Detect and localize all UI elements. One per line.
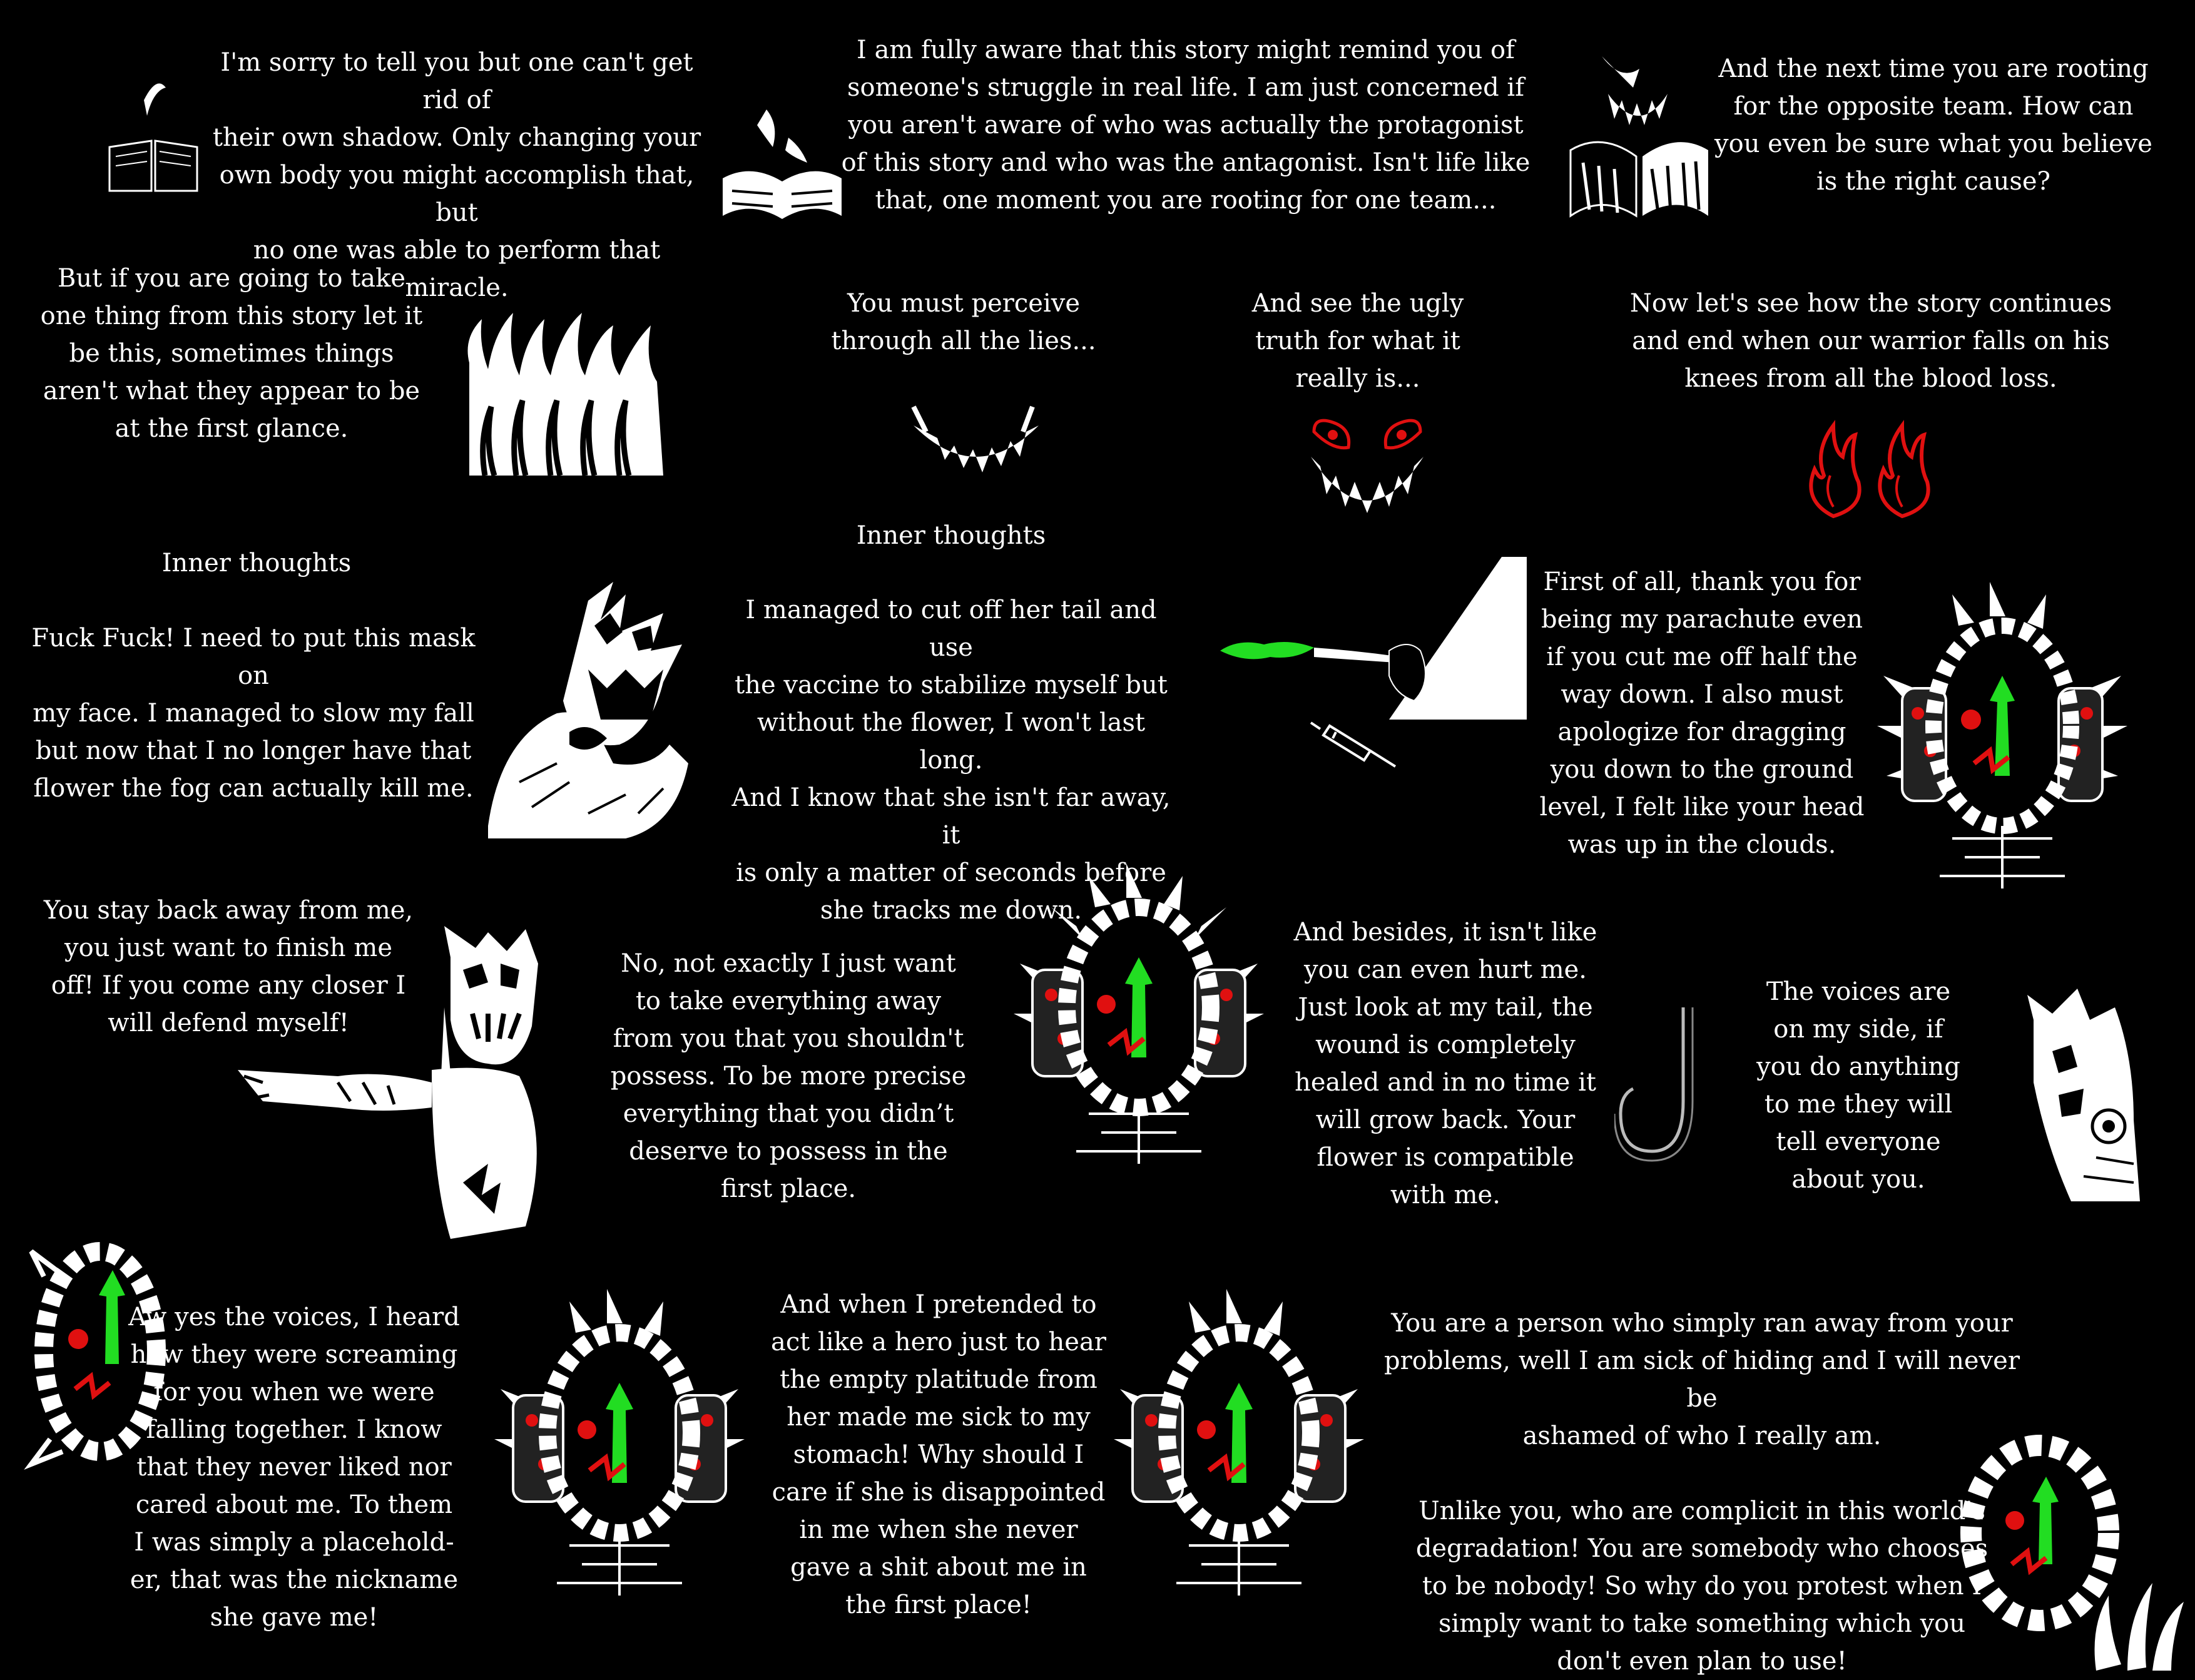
narration-blood-loss: Now let's see how the story continues and end when our warrior falls on his knees from all the blood loss. (1629, 289, 2112, 393)
flower-monster-icon (1101, 1276, 1377, 1602)
masked-warrior-icon (225, 914, 626, 1251)
shadow-book-icon (1564, 38, 1714, 219)
tail-icon (1614, 1001, 1702, 1164)
monster-hero-pretend: And when I pretended to act like a hero just to hear the empty platitude from her made me sick to my stomach! Why should I care if she is disappointed in me when she never gave a shit about me in the first place! (771, 1290, 1106, 1619)
warrior-voices: The voices are on my side, if you do anything to me they will tell everyone about you. (1756, 977, 1960, 1194)
narration-first-glance: But if you are going to take one thing from this story let it be this, sometimes things aren't what they appear to be at the first glance. (40, 264, 423, 443)
shadow-book-icon (106, 63, 200, 194)
red-flames-icon (1796, 413, 1946, 519)
inner-thoughts-heading: Inner thoughts (856, 521, 1046, 550)
monster-final-speech: You are a person who simply ran away from your problems, well I am sick of hiding and I will never be ashamed of who I really am. Unlike you, who are complicit in this world's degradation! You are somebody who chooses to be nobody! So why do you protest when I simply want to take something which you don't even plan to use! (1384, 1309, 2020, 1676)
narration-ugly-truth: And see the ugly truth for what it really is... (1251, 289, 1464, 393)
monster-cannot-hurt: And besides, it isn't like you can even hurt me. Just look at my tail, the wound is completely healed and in no time it will grow back. Your flower is compatible with me. (1293, 918, 1597, 1209)
warrior-stay-back: You stay back away from me, you just want to finish me off! If you come any closer I will defend myself! (43, 896, 414, 1037)
flower-monster-icon (1001, 851, 1276, 1164)
monster-thanks: First of all, thank you for being my parachute even if you cut me off half the way down. I also must apologize for dragging you down to the ground level, I felt like your head was up in the clouds. (1539, 568, 1865, 859)
masked-warrior-icon (2009, 957, 2159, 1201)
narration-opposite-team: And the next time you are rooting for the opposite team. How can you even be sure what you believe is the right cause? (1714, 54, 2152, 196)
narration-shadow: I'm sorry to tell you but one can't get rid of their own shadow. Only changing your own body you might accomplish that, but no one was able to perform that miracle. (212, 48, 701, 302)
monster-take-everything: No, not exactly I just want to take everything away from you that you shouldn't possess. To be more precise everything that you didn’t deserve to possess in the first place. (610, 949, 967, 1203)
narration-struggle: I am fully aware that this story might remind you of someone's struggle in real life. I am just concerned if you aren't aware of who was actually the protagonist of this story and who was the antagonist. Isn't life like that, one moment you are rooting for one team... (841, 36, 1530, 215)
warrior-thoughts-mask: Fuck Fuck! I need to put this mask on my face. I managed to slow my fall but now that I no longer have that flower the fog can actually kill me. (31, 624, 476, 803)
enemy-thoughts-tail: I managed to cut off her tail and use the vaccine to stabilize myself but without the flower, I won't last long. And I know that she isn't far away, it is only a matter of seconds before she tracks me down. (731, 596, 1171, 925)
grin-icon (907, 394, 1045, 482)
flower-monster-icon (482, 1276, 757, 1602)
monster-voices-reply: Aw yes the voices, I heard how they were screaming for you when we were falling together. I know that they never liked nor cared about me. To them I was simply a placehold- er, that was the nickname she gave me! (128, 1303, 460, 1632)
syringe-icon (1214, 557, 1527, 795)
flames-icon (457, 300, 676, 476)
claw-icon (2084, 1564, 2190, 1671)
red-eyes-grin-icon (1301, 407, 1433, 532)
masked-warrior-icon (463, 576, 738, 838)
narration-lies: You must perceive through all the lies... (831, 289, 1096, 355)
shadow-book-icon (713, 88, 851, 225)
flower-monster-icon (1865, 563, 2140, 888)
inner-thoughts-heading: Inner thoughts (161, 549, 352, 578)
